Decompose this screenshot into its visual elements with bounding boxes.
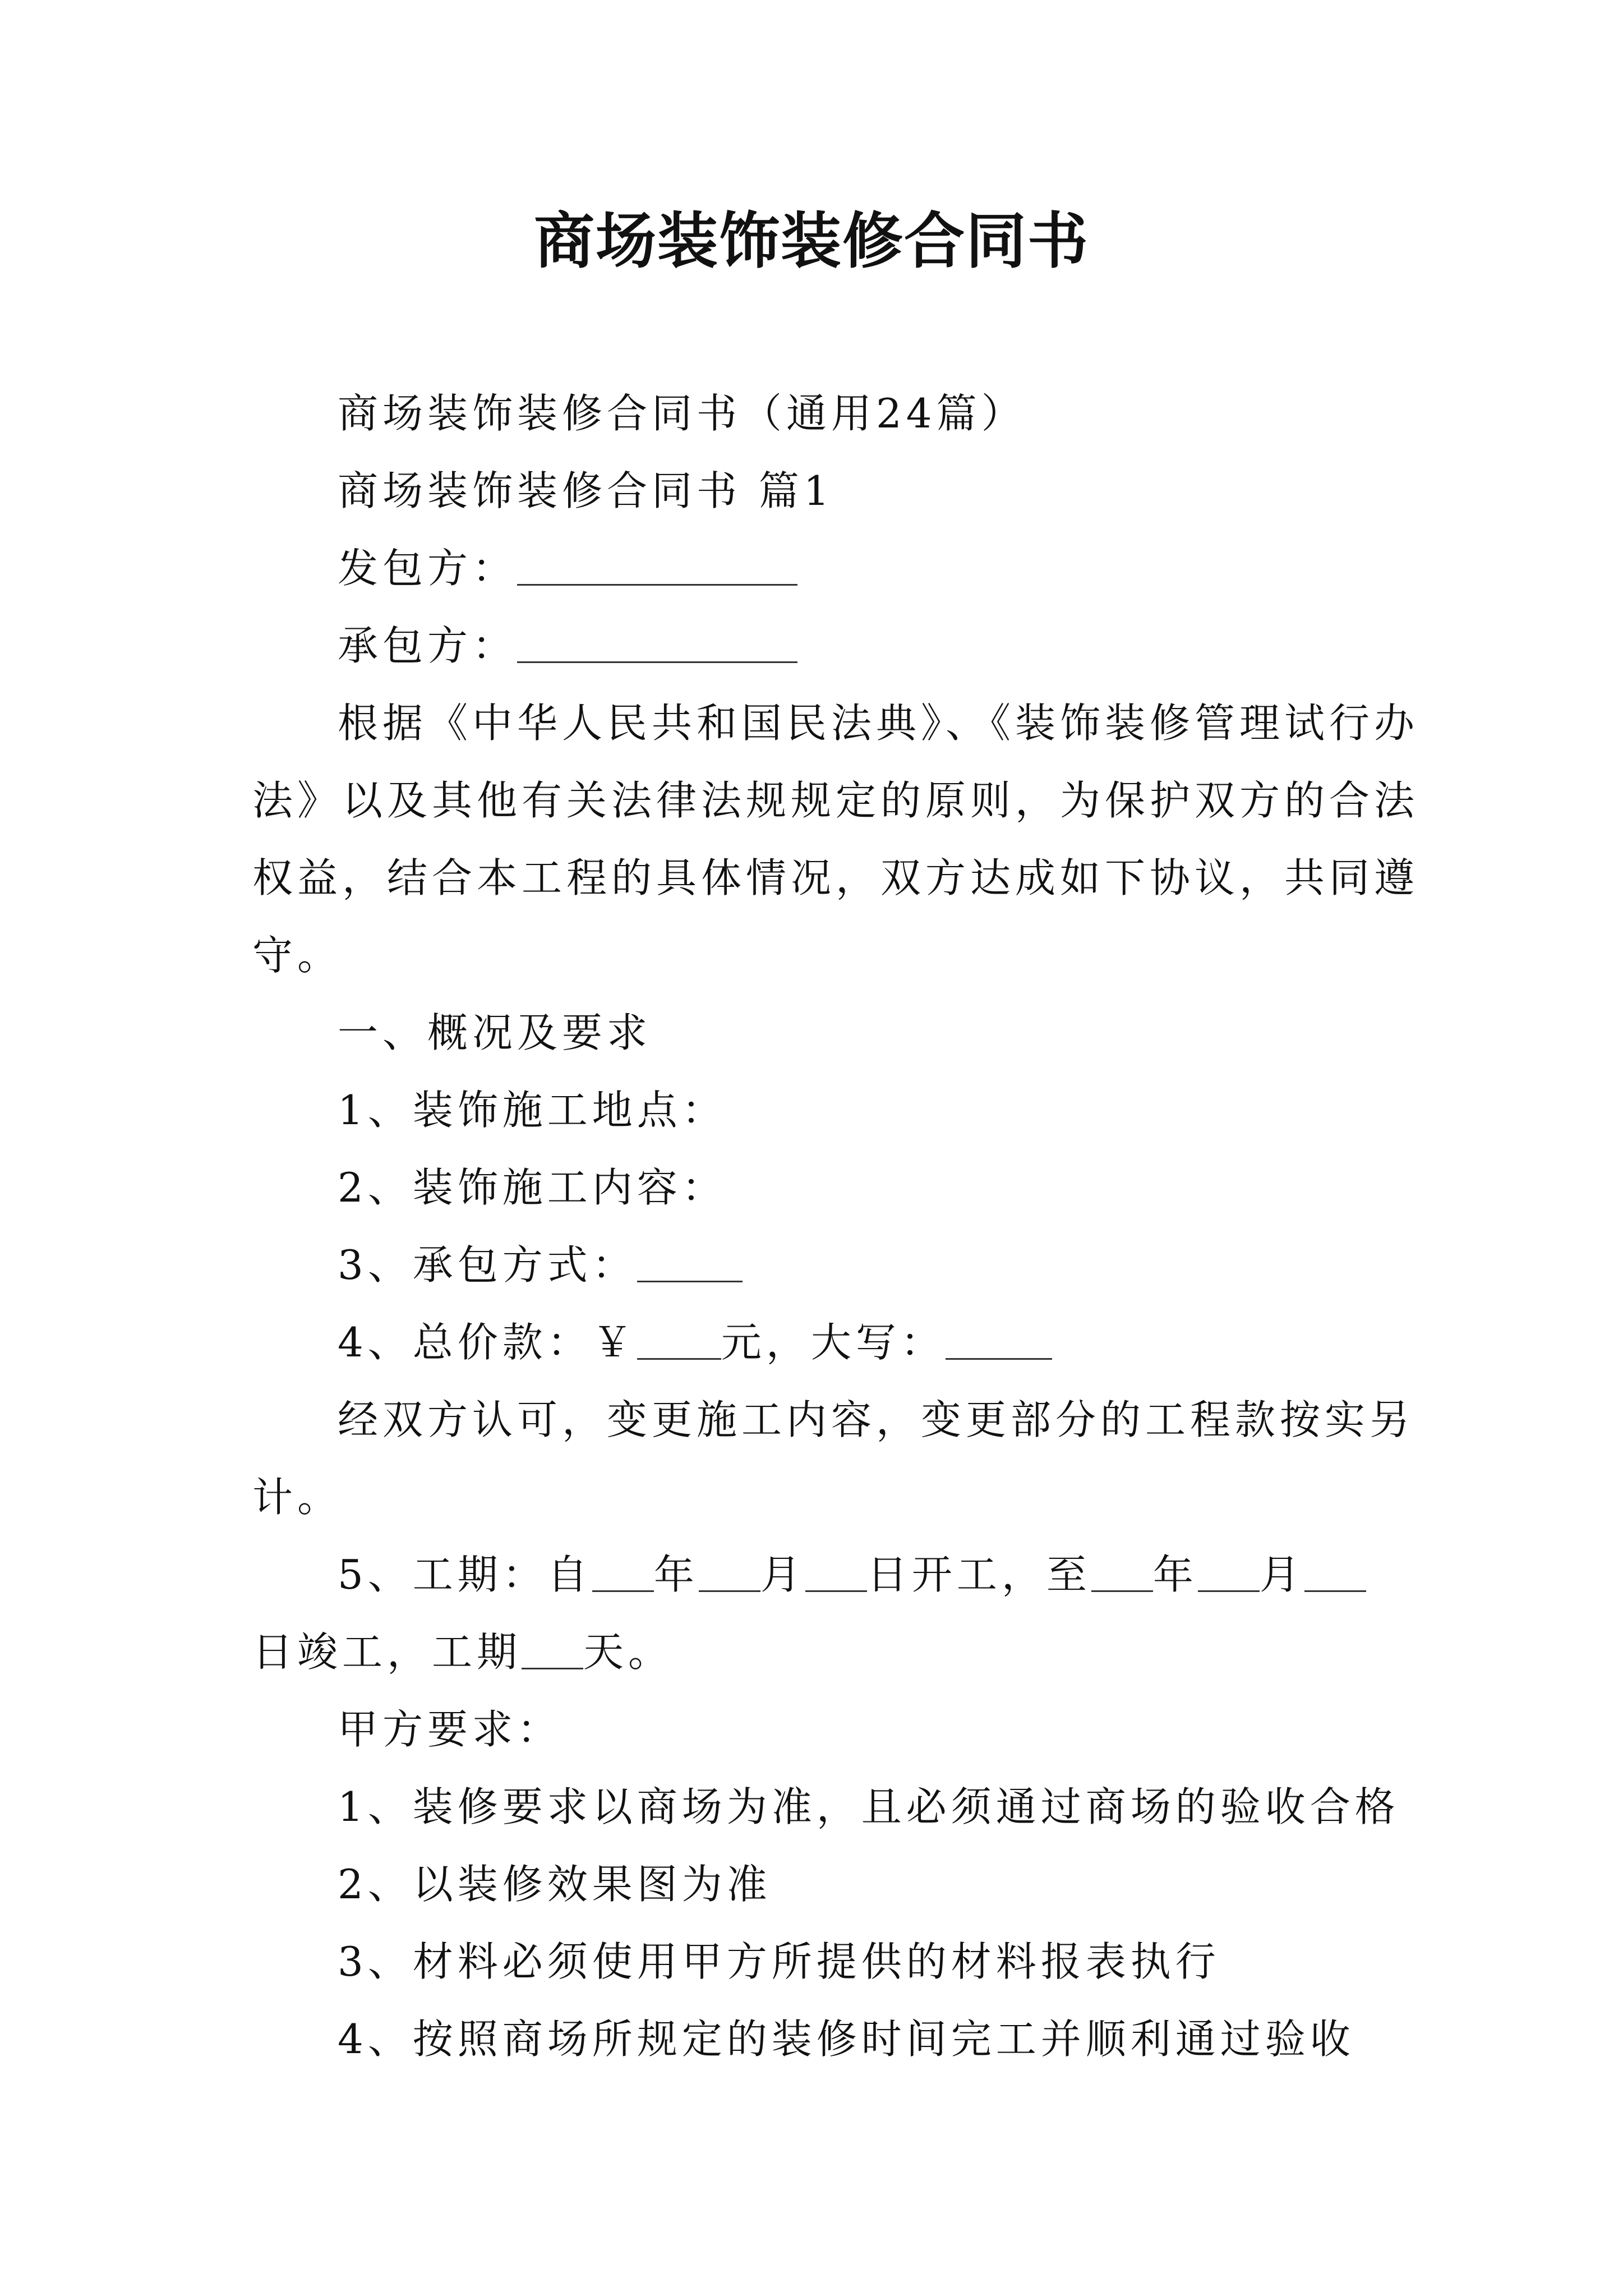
end-day-blank <box>1304 1553 1366 1592</box>
period-end-year: 年 <box>1152 1551 1198 1598</box>
price-blank <box>637 1321 721 1360</box>
change-line-2: 计。 <box>252 1474 343 1521</box>
intro-line-2: 法》以及其他有关法律法规规定的原则，为保护双方的合法 <box>252 777 1419 824</box>
item-price-words-label: 元，大写： <box>721 1319 946 1366</box>
change-line-1: 经双方认可，变更施工内容，变更部分的工程款按实另 <box>338 1396 1415 1443</box>
method-blank <box>637 1244 743 1282</box>
period-end-text: 日竣工，工期 <box>252 1628 522 1676</box>
item-method-line <box>252 1226 1380 1304</box>
document-title: 商场装饰装修合同书 <box>533 206 1089 277</box>
item-price-line <box>252 1304 1380 1381</box>
requirement-2: 2、以装修效果图为准 <box>338 1861 772 1908</box>
subtitle: 商场装饰装修合同书（通用24篇） <box>338 390 1026 437</box>
start-day-blank <box>805 1553 867 1592</box>
party-a-label: 发包方： <box>338 545 518 592</box>
days-blank <box>522 1631 583 1669</box>
start-year-blank <box>592 1553 654 1592</box>
period-start-text: 日开工，至 <box>866 1551 1091 1598</box>
party-a-blank <box>517 547 797 586</box>
intro-line-1: 根据《中华人民共和国民法典》、《装饰装修管理试行办 <box>338 700 1419 747</box>
item-price-label: 4、总价款：￥ <box>338 1319 637 1366</box>
period-end-month: 月 <box>1259 1551 1304 1598</box>
section-heading: 商场装饰装修合同书 篇1 <box>338 467 834 514</box>
intro-line-3: 权益，结合本工程的具体情况，双方达成如下协议，共同遵 <box>252 854 1419 901</box>
end-month-blank <box>1198 1553 1260 1592</box>
price-words-blank <box>946 1321 1052 1360</box>
item-location: 1、装饰施工地点： <box>338 1087 727 1134</box>
period-start-year: 年 <box>653 1551 699 1598</box>
intro-line-4: 守。 <box>252 932 343 979</box>
end-year-blank <box>1091 1553 1153 1592</box>
item-period-line-1 <box>252 1536 1380 1613</box>
heading-overview: 一、概况及要求 <box>338 1009 652 1056</box>
period-days: 天。 <box>583 1628 674 1676</box>
requirements-heading: 甲方要求： <box>338 1706 562 1753</box>
item-method: 3、承包方式： <box>338 1241 637 1289</box>
party-b-line <box>252 607 1380 684</box>
party-a-line <box>252 530 1380 607</box>
item-content: 2、装饰施工内容： <box>338 1164 727 1211</box>
period-start-month: 月 <box>760 1551 805 1598</box>
period-start-label: 5、工期：自 <box>338 1551 592 1598</box>
start-month-blank <box>699 1553 760 1592</box>
requirement-3: 3、材料必须使用甲方所提供的材料报表执行 <box>338 1938 1220 1985</box>
requirement-1: 1、装修要求以商场为准，且必须通过商场的验收合格 <box>338 1783 1400 1830</box>
item-period-line-2 <box>252 1613 1380 1691</box>
requirement-4: 4、按照商场所规定的装修时间完工并顺利通过验收 <box>338 2016 1355 2063</box>
party-b-label: 承包方： <box>338 622 518 669</box>
party-b-blank <box>517 624 797 663</box>
document-body <box>252 375 1419 2078</box>
